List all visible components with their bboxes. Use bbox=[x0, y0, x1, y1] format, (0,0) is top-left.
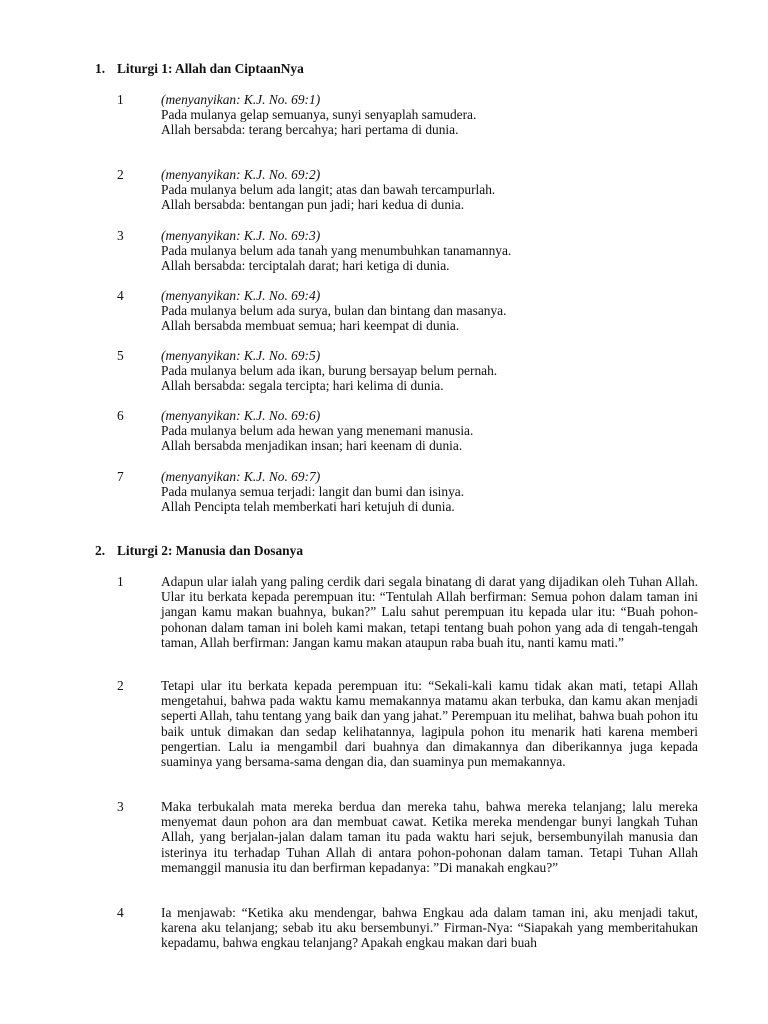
item-number: 3 bbox=[117, 228, 124, 243]
verse-line: Pada mulanya belum ada hewan yang menemani manusia. bbox=[161, 423, 474, 439]
section-heading-2 bbox=[95, 543, 303, 559]
liturgy-item bbox=[161, 408, 698, 454]
verse-line: Pada mulanya belum ada langit; atas dan bawah tercampurlah. bbox=[161, 182, 496, 198]
verse-line: Allah bersabda membuat semua; hari keempat di dunia. bbox=[161, 318, 460, 334]
scripture-paragraph: Tetapi ular itu berkata kepada perempuan itu: “Sekali-kali kamu tidak akan mati, tetapi Allah mengetahui, bahwa pada waktu kamu memakannya matamu akan terbuka, dan kamu akan menjadi seperti Allah, tahu tentang yang baik dan yang jahat.” Perempuan itu melihat, bahwa buah pohon itu baik untuk dimakan dan sedap kelihatannya, lagipula pohon itu menarik hati karena memberi pengertian. Lalu ia mengambil dari buahnya dan dimakannya dan diberikannya juga kepada suaminya yang bersama-sama dengan dia, dan suaminya pun memakannya. bbox=[161, 678, 698, 770]
section-number: 2. bbox=[95, 543, 106, 558]
verse-line: Pada mulanya belum ada tanah yang menumbuhkan tanamannya. bbox=[161, 243, 512, 259]
item-number: 4 bbox=[117, 905, 124, 920]
item-number: 7 bbox=[117, 469, 124, 484]
section-number: 1. bbox=[95, 61, 106, 76]
verse-line: Pada mulanya belum ada surya, bulan dan bintang dan masanya. bbox=[161, 303, 507, 319]
hymn-reference: (menyanyikan: K.J. No. 69:1) bbox=[161, 92, 321, 107]
section-title: Liturgi 2: Manusia dan Dosanya bbox=[117, 543, 304, 558]
hymn-reference: (menyanyikan: K.J. No. 69:7) bbox=[161, 469, 321, 484]
verse-line: Allah bersabda: terang bercahya; hari pertama di dunia. bbox=[161, 122, 459, 138]
hymn-reference: (menyanyikan: K.J. No. 69:6) bbox=[161, 408, 321, 423]
section-title: Liturgi 1: Allah dan CiptaanNya bbox=[117, 61, 304, 76]
item-number: 4 bbox=[117, 288, 124, 303]
hymn-reference: (menyanyikan: K.J. No. 69:5) bbox=[161, 348, 321, 363]
item-number: 1 bbox=[117, 92, 124, 107]
item-number: 6 bbox=[117, 408, 124, 423]
verse-line: Allah bersabda: terciptalah darat; hari ketiga di dunia. bbox=[161, 258, 450, 274]
item-number: 5 bbox=[117, 348, 124, 363]
liturgy-item bbox=[161, 228, 698, 274]
verse-line: Pada mulanya semua terjadi: langit dan bumi dan isinya. bbox=[161, 484, 465, 500]
liturgy-item bbox=[161, 167, 698, 213]
hymn-reference: (menyanyikan: K.J. No. 69:2) bbox=[161, 167, 321, 182]
scripture-paragraph: Maka terbukalah mata mereka berdua dan mereka tahu, bahwa mereka telanjang; lalu mereka menyemat daun pohon ara dan membuat cawat. Ketika mereka mendengar bunyi langkah Tuhan Allah, yang berjalan-jalan dalam taman itu pada waktu hari sejuk, bersembunyilah manusia dan isterinya itu terhadap Tuhan Allah di antara pohon-pohonan dalam taman. Tetapi Tuhan Allah memanggil manusia itu dan berfirman kepadanya: ”Di manakah engkau?” bbox=[161, 799, 698, 875]
verse-line: Pada mulanya belum ada ikan, burung bersayap belum pernah. bbox=[161, 363, 498, 379]
item-number: 3 bbox=[117, 799, 124, 814]
liturgy-item bbox=[161, 92, 698, 138]
verse-line: Allah bersabda: bentangan pun jadi; hari kedua di dunia. bbox=[161, 197, 465, 213]
scripture-paragraph: Ia menjawab: “Ketika aku mendengar, bahwa Engkau ada dalam taman ini, aku menjadi takut, karena aku telanjang; sebab itu aku bersembunyi.” Firman-Nya: “Siapakah yang memberitahukan kepadamu, bahwa engkau telanjang? Apakah engkau makan dari buah bbox=[161, 905, 698, 951]
hymn-reference: (menyanyikan: K.J. No. 69:4) bbox=[161, 288, 321, 303]
liturgy-item bbox=[161, 469, 698, 515]
verse-line: Pada mulanya gelap semuanya, sunyi senyaplah samudera. bbox=[161, 107, 477, 123]
verse-line: Allah bersabda: segala tercipta; hari kelima di dunia. bbox=[161, 378, 444, 394]
liturgy-item bbox=[161, 348, 698, 394]
scripture-paragraph: Adapun ular ialah yang paling cerdik dari segala binatang di darat yang dijadikan oleh Tuhan Allah. Ular itu berkata kepada perempuan itu: “Tentulah Allah berfirman: Semua pohon dalam taman ini jangan kamu makan buahnya, bukan?” Lalu sahut perempuan itu kepada ular itu: “Buah pohon-pohonan dalam taman ini boleh kami makan, tetapi tentang buah pohon yang ada di tengah-tengah taman, Allah berfirman: Jangan kamu makan ataupun raba buah itu, nanti kamu mati.” bbox=[161, 574, 698, 650]
hymn-reference: (menyanyikan: K.J. No. 69:3) bbox=[161, 228, 321, 243]
item-number: 2 bbox=[117, 167, 124, 182]
item-number: 2 bbox=[117, 678, 124, 693]
verse-line: Allah Pencipta telah memberkati hari ketujuh di dunia. bbox=[161, 499, 455, 515]
verse-line: Allah bersabda menjadikan insan; hari keenam di dunia. bbox=[161, 438, 463, 454]
item-number: 1 bbox=[117, 574, 124, 589]
liturgy-item bbox=[161, 288, 698, 334]
section-heading-1 bbox=[95, 61, 304, 77]
